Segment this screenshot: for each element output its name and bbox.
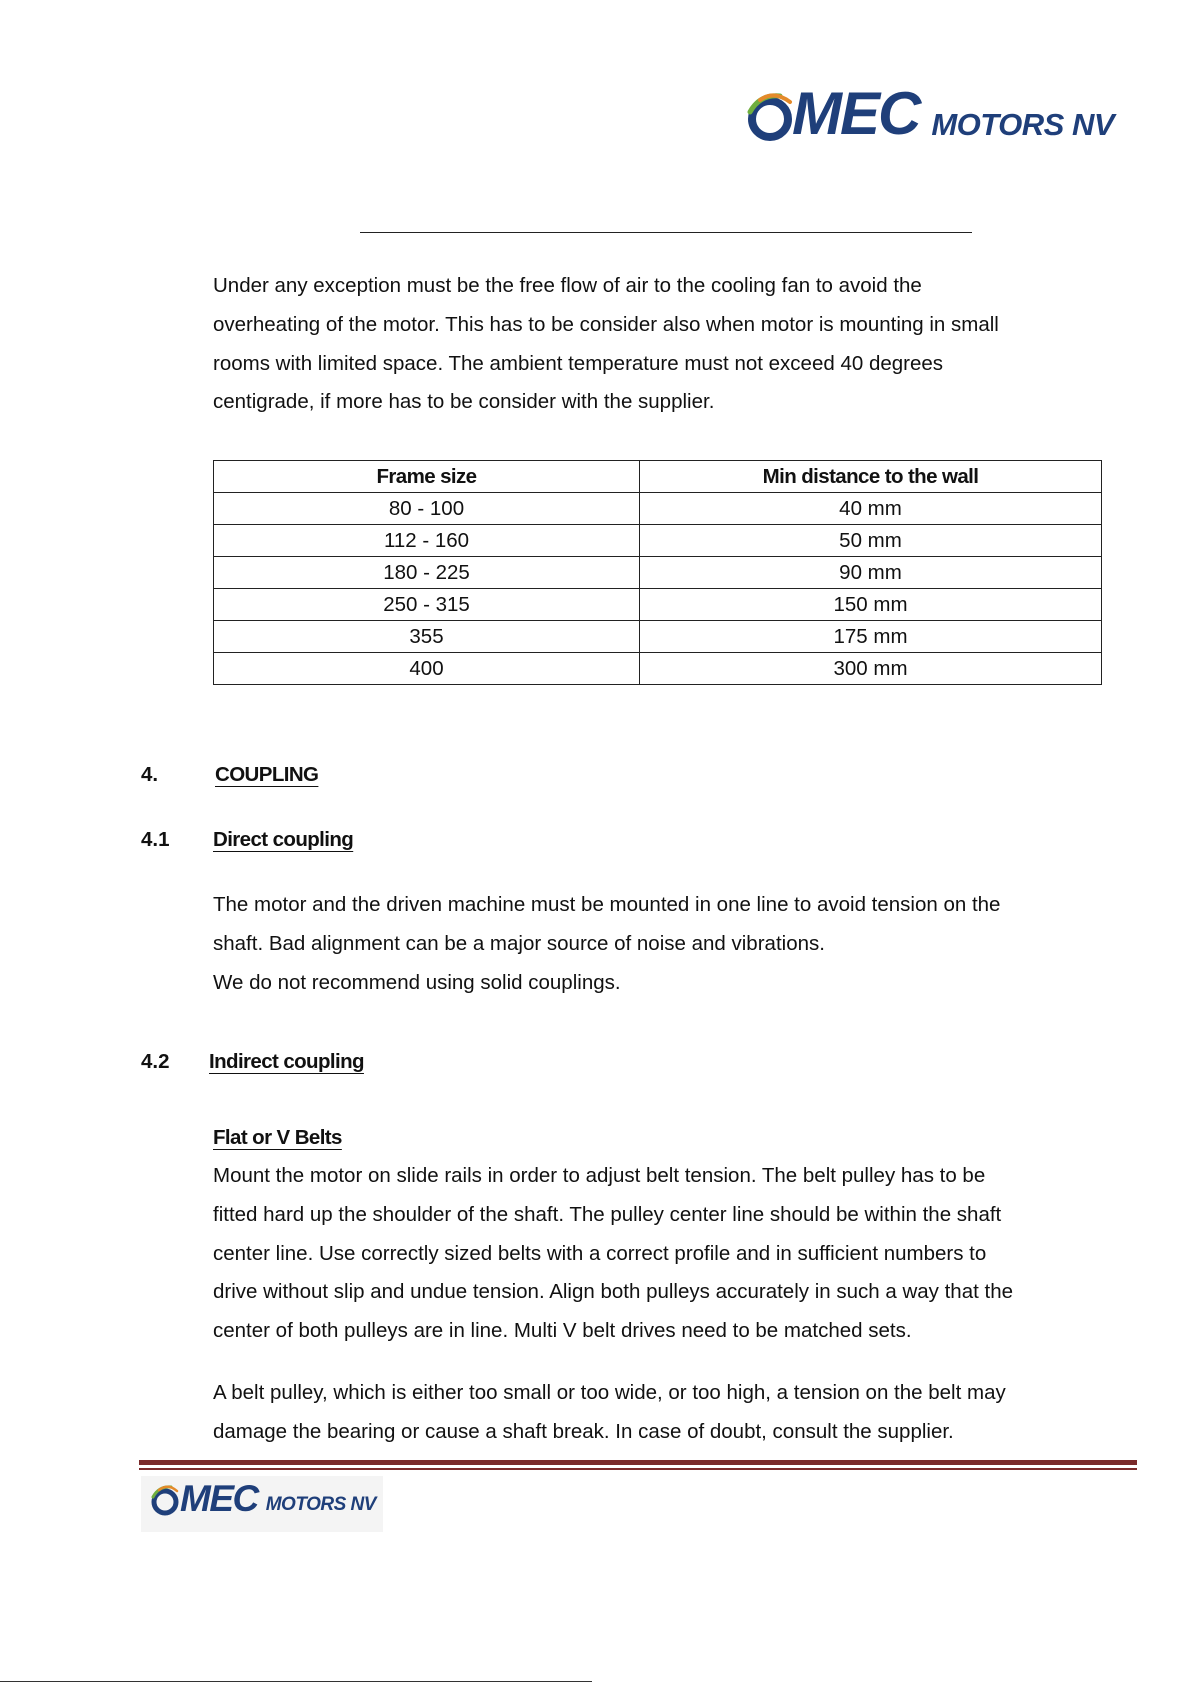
- direct-coupling-line: shaft. Bad alignment can be a major source of noise and vibrations.: [213, 931, 825, 955]
- logo-brand-text: MEC: [792, 80, 920, 147]
- table-header-row: [214, 461, 1102, 493]
- frame-size-cell: 400: [214, 653, 640, 685]
- belts-line: drive without slip and undue tension. Align both pulleys accurately in such a way that the: [213, 1280, 1013, 1304]
- logo-sub-text: MOTORS NV: [931, 107, 1115, 142]
- section-4-number: 4.: [141, 763, 159, 786]
- min-distance-cell: 40 mm: [640, 493, 1102, 525]
- intro-line: overheating of the motor. This has to be consider also when motor is mounting in small: [213, 312, 999, 336]
- header-logo: [746, 80, 1115, 147]
- belts-line: fitted hard up the shoulder of the shaft. The pulley center line should be within the shaft: [213, 1202, 1002, 1226]
- table-row: [214, 653, 1102, 685]
- table-row: [214, 557, 1102, 589]
- direct-coupling-line: The motor and the driven machine must be mounted in one line to avoid tension on the: [213, 893, 1001, 916]
- section-4-2-title: Indirect coupling: [209, 1050, 364, 1073]
- min-distance-cell: 150 mm: [640, 589, 1102, 621]
- min-distance-cell: 90 mm: [640, 557, 1102, 589]
- min-distance-cell: 300 mm: [640, 653, 1102, 685]
- footer-rule: [139, 1460, 1137, 1465]
- frame-size-cell: 112 - 160: [214, 525, 640, 557]
- min-distance-cell: 175 mm: [640, 621, 1102, 653]
- direct-coupling-paragraph: [213, 886, 1113, 1002]
- intro-paragraph: [213, 267, 1113, 422]
- table-row: [214, 621, 1102, 653]
- belts-paragraph: [213, 1157, 1113, 1351]
- pulley-paragraph: [213, 1374, 1113, 1452]
- footer-logo: [150, 1480, 376, 1517]
- table-row: [214, 525, 1102, 557]
- min-distance-cell: 50 mm: [640, 525, 1102, 557]
- column-header-min-distance: Min distance to the wall: [640, 461, 1102, 493]
- footer-rule-thin: [139, 1468, 1137, 1470]
- table-row: [214, 493, 1102, 525]
- section-4-title: COUPLING: [215, 763, 319, 786]
- intro-line: rooms with limited space. The ambient temperature must not exceed 40 degrees: [213, 351, 944, 375]
- belts-subtitle: Flat or V Belts: [213, 1126, 342, 1149]
- belts-line: Mount the motor on slide rails in order to adjust belt tension. The belt pulley has to be: [213, 1164, 986, 1187]
- direct-coupling-line: We do not recommend using solid couplings.: [213, 970, 621, 994]
- belts-line: center line. Use correctly sized belts with a correct profile and in sufficient numbers to: [213, 1241, 987, 1265]
- header-rule: [360, 232, 972, 233]
- section-4-1-number: 4.1: [141, 828, 170, 851]
- column-header-frame-size: Frame size: [214, 461, 640, 493]
- frame-size-cell: 180 - 225: [214, 557, 640, 589]
- footer-logo-brand-text: MEC: [180, 1478, 258, 1519]
- section-4-1-title: Direct coupling: [213, 828, 354, 851]
- frame-size-cell: 355: [214, 621, 640, 653]
- pulley-line: damage the bearing or cause a shaft break. In case of doubt, consult the supplier.: [213, 1419, 954, 1443]
- frame-distance-table: [213, 460, 1102, 685]
- intro-line: centigrade, if more has to be consider with the supplier.: [213, 390, 715, 414]
- omec-o-swoosh-icon: [746, 90, 794, 144]
- omec-o-swoosh-icon: [150, 1483, 180, 1517]
- frame-size-cell: 250 - 315: [214, 589, 640, 621]
- table-row: [214, 589, 1102, 621]
- belts-line: center of both pulleys are in line. Multi V belt drives need to be matched sets.: [213, 1319, 912, 1343]
- pulley-line: A belt pulley, which is either too small or too wide, or too high, a tension on the belt may: [213, 1381, 1006, 1404]
- section-4-2-number: 4.2: [141, 1050, 170, 1073]
- intro-line: Under any exception must be the free flow of air to the cooling fan to avoid the: [213, 274, 922, 297]
- page-bottom-rule: [0, 1681, 592, 1682]
- footer-logo-sub-text: MOTORS NV: [265, 1494, 376, 1515]
- frame-size-cell: 80 - 100: [214, 493, 640, 525]
